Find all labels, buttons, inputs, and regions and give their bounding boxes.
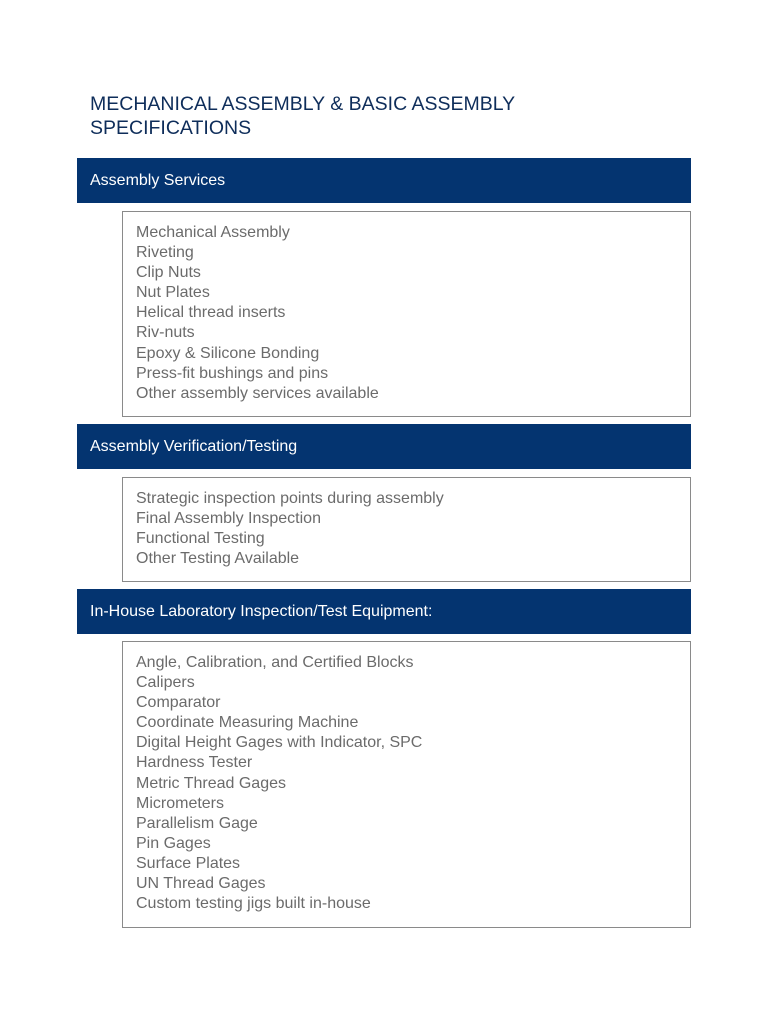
list-item: Helical thread inserts: [136, 304, 286, 322]
list-item: Calipers: [136, 674, 195, 692]
list-item: Comparator: [136, 694, 221, 712]
item-box-lab-equipment: [122, 641, 691, 928]
item-box-assembly-verification: [122, 477, 691, 582]
list-item: Press-fit bushings and pins: [136, 364, 329, 382]
list-item: Angle, Calibration, and Certified Blocks: [136, 654, 414, 671]
list-item: Riv-nuts: [136, 324, 195, 342]
list-item: Parallelism Gage: [136, 814, 258, 832]
section-header-lab-equipment: [77, 589, 691, 634]
section-header-label: In-House Laboratory Inspection/Test Equipment:: [90, 602, 433, 620]
list-item: Pin Gages: [136, 834, 211, 852]
section-header-label: Assembly Verification/Testing: [90, 437, 298, 455]
list-item: Other assembly services available: [136, 384, 379, 402]
list-item: Functional Testing: [136, 530, 265, 548]
list-item: Mechanical Assembly: [136, 224, 290, 241]
list-item: Digital Height Gages with Indicator, SPC: [136, 734, 423, 752]
list-item: Micrometers: [136, 794, 225, 812]
item-box-assembly-services: [122, 211, 691, 417]
list-item: Epoxy & Silicone Bonding: [136, 344, 320, 362]
item-list: [136, 489, 690, 569]
list-item: Metric Thread Gages: [136, 774, 286, 792]
list-item: Nut Plates: [136, 284, 210, 302]
list-item: Custom testing jigs built in-house: [136, 895, 371, 913]
item-list: [136, 223, 690, 404]
list-item: UN Thread Gages: [136, 875, 266, 893]
list-item: Riveting: [136, 244, 194, 262]
list-item: Final Assembly Inspection: [136, 510, 321, 528]
section-header-assembly-services: [77, 158, 691, 203]
list-item: Clip Nuts: [136, 264, 201, 282]
section-header-assembly-verification: [77, 424, 691, 469]
item-list: [136, 653, 690, 914]
section-header-label: Assembly Services: [90, 171, 226, 189]
list-item: Surface Plates: [136, 854, 241, 872]
list-item: Coordinate Measuring Machine: [136, 714, 359, 732]
list-item: Strategic inspection points during assembly: [136, 490, 444, 507]
list-item: Other Testing Available: [136, 550, 300, 568]
list-item: Hardness Tester: [136, 754, 253, 772]
page-title: MECHANICAL ASSEMBLY & BASIC ASSEMBLY SPECIFICATIONS: [90, 93, 515, 139]
